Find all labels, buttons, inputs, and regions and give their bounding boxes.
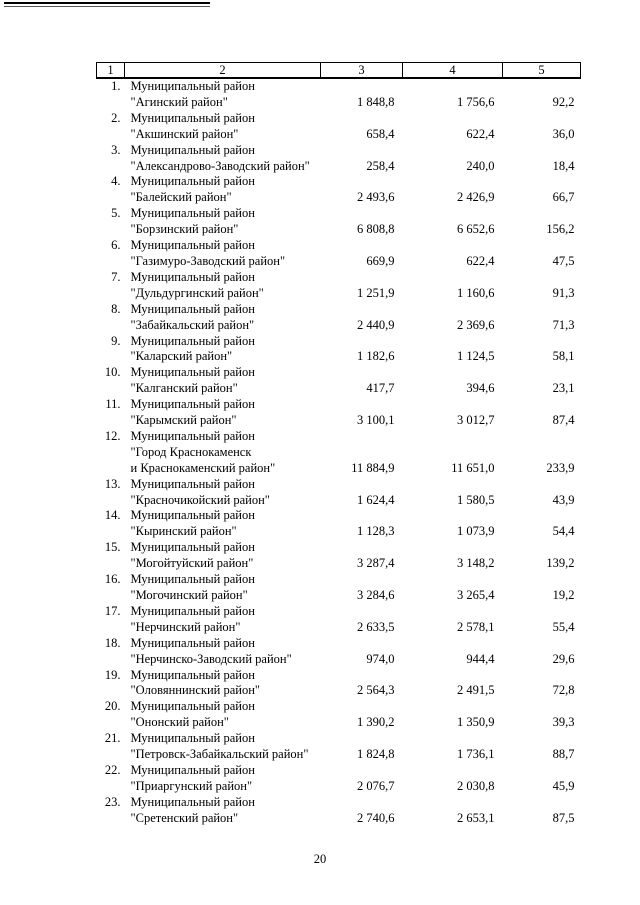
name-line: Муниципальный район bbox=[130, 238, 255, 253]
municipality-name bbox=[125, 429, 321, 477]
name-line: Муниципальный район bbox=[130, 174, 255, 189]
value-col3: 658,4 bbox=[366, 126, 395, 141]
name-line: Муниципальный район bbox=[130, 794, 255, 809]
name-line: Муниципальный район bbox=[130, 731, 255, 746]
value-col4: 1 073,9 bbox=[457, 524, 495, 539]
value-col3: 2 440,9 bbox=[357, 317, 395, 332]
table-row bbox=[97, 111, 581, 143]
value-col3: 11 884,9 bbox=[351, 460, 395, 475]
table-row bbox=[97, 572, 581, 604]
value-col4: 6 652,6 bbox=[457, 222, 495, 237]
table-row bbox=[97, 477, 581, 509]
row-number: 6. bbox=[111, 238, 121, 253]
data-table bbox=[96, 62, 581, 827]
value-col3: 258,4 bbox=[366, 158, 395, 173]
name-line: "Калганский район" bbox=[130, 381, 238, 396]
name-line: "Приаргунский район" bbox=[130, 778, 253, 793]
name-line: Муниципальный район bbox=[130, 269, 255, 284]
value-col4: 240,0 bbox=[466, 158, 495, 173]
table-row bbox=[97, 508, 581, 540]
table-row bbox=[97, 636, 581, 668]
table-row bbox=[97, 206, 581, 238]
table-row bbox=[97, 604, 581, 636]
value-col5: 23,1 bbox=[552, 381, 575, 396]
name-line: "Могочинский район" bbox=[130, 588, 248, 602]
value-col5: 47,5 bbox=[552, 253, 575, 268]
column-header-2: 2 bbox=[125, 63, 321, 79]
value-col3: 1 624,4 bbox=[357, 492, 395, 507]
municipality-name bbox=[125, 477, 321, 509]
municipality-name bbox=[125, 78, 321, 111]
value-col5: 18,4 bbox=[552, 158, 575, 173]
value-col3: 1 824,8 bbox=[357, 747, 395, 762]
name-line: "Каларский район" bbox=[130, 349, 233, 364]
row-number: 21. bbox=[104, 731, 121, 746]
row-number: 11. bbox=[105, 397, 121, 412]
value-col3: 1 390,2 bbox=[357, 715, 395, 730]
value-col4: 1 580,5 bbox=[457, 492, 495, 507]
table-row bbox=[97, 763, 581, 795]
row-number: 13. bbox=[104, 476, 121, 491]
municipality-name bbox=[125, 636, 321, 668]
value-col5: 29,6 bbox=[552, 651, 575, 666]
value-col3: 417,7 bbox=[366, 381, 395, 396]
value-col3: 2 740,6 bbox=[357, 810, 395, 825]
value-col4: 2 030,8 bbox=[457, 778, 495, 793]
value-col5: 39,3 bbox=[552, 715, 575, 730]
value-col4: 2 491,5 bbox=[457, 683, 495, 698]
table-row bbox=[97, 540, 581, 572]
value-col4: 622,4 bbox=[466, 126, 495, 141]
value-col4: 2 653,1 bbox=[457, 810, 495, 825]
name-line: "Карымский район" bbox=[130, 413, 237, 428]
value-col3: 3 287,4 bbox=[357, 556, 395, 571]
value-col5: 233,9 bbox=[546, 460, 575, 475]
municipality-name bbox=[125, 508, 321, 540]
value-col3: 2 564,3 bbox=[357, 683, 395, 698]
row-number: 19. bbox=[104, 667, 121, 682]
name-line: "Забайкальский район" bbox=[130, 317, 255, 332]
name-line: Муниципальный район bbox=[130, 142, 255, 157]
value-col3: 669,9 bbox=[366, 253, 395, 268]
value-col5: 45,9 bbox=[552, 778, 575, 793]
row-number: 4. bbox=[111, 174, 121, 189]
row-number: 14. bbox=[104, 508, 121, 523]
table-row bbox=[97, 668, 581, 700]
row-number: 10. bbox=[104, 365, 121, 380]
name-line: Муниципальный район bbox=[130, 110, 255, 125]
value-col3: 3 284,6 bbox=[357, 588, 395, 602]
table-row bbox=[97, 334, 581, 366]
value-col5: 36,0 bbox=[552, 126, 575, 141]
value-col5: 66,7 bbox=[552, 190, 575, 205]
value-col3: 974,0 bbox=[366, 651, 395, 666]
municipality-name bbox=[125, 699, 321, 731]
municipality-name bbox=[125, 174, 321, 206]
value-col3: 3 100,1 bbox=[357, 413, 395, 428]
table-row bbox=[97, 78, 581, 111]
table-row bbox=[97, 174, 581, 206]
name-line: Муниципальный район bbox=[130, 333, 255, 348]
header-rule bbox=[4, 2, 210, 4]
name-line: "Город Краснокаменск bbox=[130, 444, 252, 459]
table-row bbox=[97, 270, 581, 302]
name-line: "Акшинский район" bbox=[130, 126, 239, 141]
municipality-name bbox=[125, 334, 321, 366]
municipality-name bbox=[125, 540, 321, 572]
value-col4: 622,4 bbox=[466, 253, 495, 268]
column-header-4: 4 bbox=[403, 63, 503, 79]
value-col5: 156,2 bbox=[546, 222, 575, 237]
value-col5: 55,4 bbox=[552, 619, 575, 634]
municipality-name bbox=[125, 365, 321, 397]
municipality-name bbox=[125, 270, 321, 302]
municipality-name bbox=[125, 111, 321, 143]
table-row bbox=[97, 429, 581, 477]
column-header-1: 1 bbox=[97, 63, 125, 79]
row-number: 16. bbox=[104, 572, 121, 587]
value-col5: 58,1 bbox=[552, 349, 575, 364]
name-line: Муниципальный район bbox=[130, 428, 255, 443]
value-col4: 11 651,0 bbox=[451, 460, 495, 475]
municipality-name bbox=[125, 763, 321, 795]
value-col5: 139,2 bbox=[546, 556, 575, 571]
name-line: "Оловяннинский район" bbox=[130, 683, 261, 698]
name-line: "Агинский район" bbox=[130, 94, 228, 109]
name-line: "Ононский район" bbox=[130, 715, 229, 730]
table-row bbox=[97, 795, 581, 827]
value-col5: 87,4 bbox=[552, 413, 575, 428]
value-col5: 91,3 bbox=[552, 285, 575, 300]
value-col4: 2 426,9 bbox=[457, 190, 495, 205]
name-line: Муниципальный район bbox=[130, 206, 255, 221]
name-line: Муниципальный район bbox=[130, 79, 255, 93]
value-col3: 1 128,3 bbox=[357, 524, 395, 539]
municipality-name bbox=[125, 731, 321, 763]
page-number: 20 bbox=[313, 852, 327, 866]
row-number: 1. bbox=[111, 79, 121, 93]
value-col5: 88,7 bbox=[552, 747, 575, 762]
row-number: 9. bbox=[111, 333, 121, 348]
name-line: "Александрово-Заводский район" bbox=[130, 158, 310, 173]
table-row bbox=[97, 731, 581, 763]
row-number: 20. bbox=[104, 699, 121, 714]
value-col3: 2 633,5 bbox=[357, 619, 395, 634]
name-line: Муниципальный район bbox=[130, 301, 255, 316]
name-line: "Газимуро-Заводский район" bbox=[130, 253, 286, 268]
value-col3: 6 808,8 bbox=[357, 222, 395, 237]
table-row bbox=[97, 143, 581, 175]
value-col4: 394,6 bbox=[466, 381, 495, 396]
name-line: "Нерчинский район" bbox=[130, 619, 241, 634]
row-number: 2. bbox=[111, 110, 121, 125]
value-col3: 1 848,8 bbox=[357, 94, 395, 109]
row-number: 3. bbox=[111, 142, 121, 157]
municipality-name bbox=[125, 302, 321, 334]
table-body bbox=[97, 78, 581, 827]
table-row bbox=[97, 365, 581, 397]
row-number: 15. bbox=[104, 540, 121, 555]
column-header-3: 3 bbox=[321, 63, 403, 79]
municipality-name bbox=[125, 238, 321, 270]
table-header bbox=[97, 63, 581, 79]
name-line: и Краснокаменский район" bbox=[130, 460, 276, 475]
row-number: 12. bbox=[104, 428, 121, 443]
row-number: 22. bbox=[104, 762, 121, 777]
table-row bbox=[97, 699, 581, 731]
municipality-name bbox=[125, 143, 321, 175]
name-line: "Петровск-Забайкальский район" bbox=[130, 747, 309, 762]
value-col4: 1 160,6 bbox=[457, 285, 495, 300]
name-line: "Нерчинско-Заводский район" bbox=[130, 651, 292, 666]
name-line: Муниципальный район bbox=[130, 540, 255, 555]
value-col4: 3 265,4 bbox=[457, 588, 495, 602]
row-number: 23. bbox=[104, 794, 121, 809]
municipality-name bbox=[125, 795, 321, 827]
name-line: "Могойтуйский район" bbox=[130, 556, 254, 571]
value-col3: 2 493,6 bbox=[357, 190, 395, 205]
value-col5: 71,3 bbox=[552, 317, 575, 332]
row-number: 7. bbox=[111, 269, 121, 284]
table-row bbox=[97, 238, 581, 270]
name-line: Муниципальный район bbox=[130, 635, 255, 650]
value-col4: 3 012,7 bbox=[457, 413, 495, 428]
name-line: Муниципальный район bbox=[130, 699, 255, 714]
name-line: "Дульдургинский район" bbox=[130, 285, 264, 300]
value-col4: 944,4 bbox=[466, 651, 495, 666]
row-number: 18. bbox=[104, 635, 121, 650]
name-line: Муниципальный район bbox=[130, 603, 255, 618]
row-number: 8. bbox=[111, 301, 121, 316]
row-number: 17. bbox=[104, 603, 121, 618]
value-col4: 1 736,1 bbox=[457, 747, 495, 762]
value-col4: 2 369,6 bbox=[457, 317, 495, 332]
value-col5: 92,2 bbox=[552, 94, 575, 109]
table-row bbox=[97, 302, 581, 334]
value-col5: 43,9 bbox=[552, 492, 575, 507]
name-line: "Красночикойский район" bbox=[130, 492, 270, 507]
name-line: Муниципальный район bbox=[130, 572, 255, 587]
value-col5: 87,5 bbox=[552, 810, 575, 825]
value-col4: 1 350,9 bbox=[457, 715, 495, 730]
municipality-name bbox=[125, 397, 321, 429]
value-col3: 1 182,6 bbox=[357, 349, 395, 364]
name-line: Муниципальный район bbox=[130, 508, 255, 523]
table-row bbox=[97, 397, 581, 429]
municipality-name bbox=[125, 668, 321, 700]
value-col4: 1 124,5 bbox=[457, 349, 495, 364]
value-col5: 72,8 bbox=[552, 683, 575, 698]
name-line: "Борзинский район" bbox=[130, 222, 239, 237]
municipality-name bbox=[125, 572, 321, 604]
name-line: Муниципальный район bbox=[130, 397, 255, 412]
value-col4: 3 148,2 bbox=[457, 556, 495, 571]
value-col4: 2 578,1 bbox=[457, 619, 495, 634]
name-line: Муниципальный район bbox=[130, 762, 255, 777]
name-line: Муниципальный район bbox=[130, 476, 255, 491]
value-col3: 2 076,7 bbox=[357, 778, 395, 793]
header-rule-thin bbox=[4, 6, 210, 7]
municipality-name bbox=[125, 206, 321, 238]
name-line: Муниципальный район bbox=[130, 667, 255, 682]
name-line: "Сретенский район" bbox=[130, 810, 239, 825]
row-number: 5. bbox=[111, 206, 121, 221]
value-col5: 19,2 bbox=[552, 588, 575, 602]
name-line: "Балейский район" bbox=[130, 190, 232, 205]
name-line: "Кыринский район" bbox=[130, 524, 237, 539]
value-col5: 54,4 bbox=[552, 524, 575, 539]
column-header-5: 5 bbox=[503, 63, 581, 79]
name-line: Муниципальный район bbox=[130, 365, 255, 380]
municipality-name bbox=[125, 604, 321, 636]
value-col3: 1 251,9 bbox=[357, 285, 395, 300]
value-col4: 1 756,6 bbox=[457, 94, 495, 109]
